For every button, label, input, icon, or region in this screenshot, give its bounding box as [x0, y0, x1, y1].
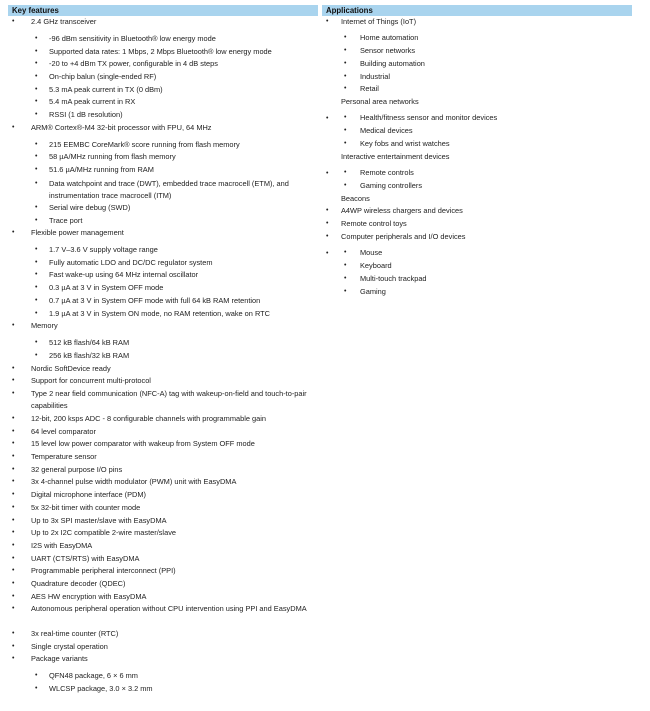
- bullet-icon: •: [12, 18, 15, 25]
- feature-item: 3x 4-channel pulse width modulator (PWM) unit with EasyDMA: [31, 477, 237, 486]
- feature-item: 3x real-time counter (RTC): [31, 629, 119, 638]
- feature-item: Up to 3x SPI master/slave with EasyDMA: [31, 516, 167, 525]
- bullet-icon: •: [35, 259, 38, 266]
- feature-item: 2.4 GHz transceiver: [31, 17, 97, 26]
- bullet-icon: •: [344, 288, 347, 295]
- bullet-icon: •: [344, 34, 347, 41]
- bullet-icon: •: [12, 643, 15, 650]
- feature-item: Memory: [31, 321, 58, 330]
- feature-item: Flexible power management: [31, 228, 124, 237]
- feature-item: 64 level comparator: [31, 427, 96, 436]
- bullet-icon: •: [12, 529, 15, 536]
- bullet-icon: •: [344, 114, 347, 121]
- application-item: A4WP wireless chargers and devices: [341, 206, 463, 215]
- application-item: Retail: [360, 84, 379, 93]
- feature-item: Digital microphone interface (PDM): [31, 490, 147, 499]
- feature-item: 5x 32-bit timer with counter mode: [31, 503, 141, 512]
- applications-header: Applications: [322, 5, 632, 16]
- feature-item: I2S with EasyDMA: [31, 541, 93, 550]
- bullet-icon: •: [35, 111, 38, 118]
- bullet-icon: •: [35, 352, 38, 359]
- application-item: Personal area networks: [341, 97, 419, 106]
- bullet-icon: •: [12, 229, 15, 236]
- bullet-icon: •: [12, 478, 15, 485]
- application-item: Mouse: [360, 248, 383, 257]
- bullet-icon: •: [344, 169, 347, 176]
- feature-item: 215 EEMBC CoreMark® score running from flash memory: [49, 140, 240, 149]
- bullet-icon: •: [344, 73, 347, 80]
- bullet-icon: •: [12, 466, 15, 473]
- application-item: Key fobs and wrist watches: [360, 139, 450, 148]
- application-item: Health/fitness sensor and monitor devices: [360, 113, 498, 122]
- feature-item: Trace port: [49, 216, 83, 225]
- bullet-icon: •: [326, 170, 329, 177]
- bullet-icon: •: [35, 153, 38, 160]
- feature-item: AES HW encryption with EasyDMA: [31, 592, 147, 601]
- feature-item: Data watchpoint and trace (DWT), embedded trace macrocell (ETM), and instrumentation trace macrocell (ITM): [49, 179, 289, 200]
- bullet-icon: •: [344, 182, 347, 189]
- feature-item: 15 level low power comparator with wakeup from System OFF mode: [31, 439, 255, 448]
- application-item: Gaming controllers: [360, 181, 423, 190]
- bullet-icon: •: [326, 115, 329, 122]
- bullet-icon: •: [326, 207, 329, 214]
- feature-item: -96 dBm sensitivity in Bluetooth® low energy mode: [49, 34, 216, 43]
- application-item: Internet of Things (IoT): [341, 17, 417, 26]
- bullet-icon: •: [35, 60, 38, 67]
- bullet-icon: •: [12, 542, 15, 549]
- feature-item: Supported data rates: 1 Mbps, 2 Mbps Bluetooth® low energy mode: [49, 47, 272, 56]
- bullet-icon: •: [344, 249, 347, 256]
- feature-item: -20 to +4 dBm TX power, configurable in 4 dB steps: [49, 59, 218, 68]
- application-item: Remote control toys: [341, 219, 407, 228]
- feature-item: 0.3 µA at 3 V in System OFF mode: [49, 283, 164, 292]
- bullet-icon: •: [35, 141, 38, 148]
- feature-item: Up to 2x I2C compatible 2-wire master/slave: [31, 528, 176, 537]
- feature-item: Fully automatic LDO and DC/DC regulator system: [49, 258, 213, 267]
- bullet-icon: •: [35, 284, 38, 291]
- bullet-icon: •: [344, 85, 347, 92]
- bullet-icon: •: [12, 440, 15, 447]
- bullet-icon: •: [35, 217, 38, 224]
- bullet-icon: •: [35, 246, 38, 253]
- bullet-icon: •: [12, 555, 15, 562]
- bullet-icon: •: [344, 140, 347, 147]
- bullet-icon: •: [12, 605, 15, 612]
- bullet-icon: •: [12, 630, 15, 637]
- application-item: Multi-touch trackpad: [360, 274, 427, 283]
- application-item: Building automation: [360, 59, 425, 68]
- bullet-icon: •: [35, 672, 38, 679]
- bullet-icon: •: [326, 250, 329, 257]
- feature-item: 1.7 V–3.6 V supply voltage range: [49, 245, 158, 254]
- bullet-icon: •: [12, 453, 15, 460]
- feature-item: 5.3 mA peak current in TX (0 dBm): [49, 85, 163, 94]
- application-item: Keyboard: [360, 261, 392, 270]
- feature-item: Fast wake-up using 64 MHz internal oscillator: [49, 270, 199, 279]
- feature-item: Temperature sensor: [31, 452, 97, 461]
- bullet-icon: •: [344, 60, 347, 67]
- application-item: Gaming: [360, 287, 386, 296]
- key-features-header: Key features: [8, 5, 318, 16]
- bullet-icon: •: [12, 124, 15, 131]
- application-item: Beacons: [341, 194, 370, 203]
- bullet-icon: •: [35, 35, 38, 42]
- application-item: Remote controls: [360, 168, 414, 177]
- feature-item: ARM® Cortex®-M4 32-bit processor with FPU, 64 MHz: [31, 123, 212, 132]
- bullet-icon: •: [35, 180, 38, 187]
- feature-item: Single crystal operation: [31, 642, 108, 651]
- bullet-icon: •: [35, 98, 38, 105]
- bullet-icon: •: [35, 297, 38, 304]
- bullet-icon: •: [35, 685, 38, 692]
- feature-item: 0.7 µA at 3 V in System OFF mode with full 64 kB RAM retention: [49, 296, 261, 305]
- application-item: Interactive entertainment devices: [341, 152, 450, 161]
- bullet-icon: •: [12, 322, 15, 329]
- application-item: Sensor networks: [360, 46, 416, 55]
- feature-item: 256 kB flash/32 kB RAM: [49, 351, 130, 360]
- bullet-icon: •: [344, 47, 347, 54]
- feature-item: QFN48 package, 6 × 6 mm: [49, 671, 138, 680]
- bullet-icon: •: [12, 567, 15, 574]
- feature-item: Support for concurrent multi-protocol: [31, 376, 151, 385]
- feature-item: 12-bit, 200 ksps ADC - 8 configurable channels with programmable gain: [31, 414, 266, 423]
- bullet-icon: •: [326, 18, 329, 25]
- feature-item: 51.6 µA/MHz running from RAM: [49, 165, 154, 174]
- bullet-icon: •: [12, 390, 15, 397]
- bullet-icon: •: [12, 377, 15, 384]
- bullet-icon: •: [344, 262, 347, 269]
- bullet-icon: •: [35, 339, 38, 346]
- feature-item: WLCSP package, 3.0 × 3.2 mm: [49, 684, 153, 693]
- bullet-icon: •: [35, 73, 38, 80]
- feature-item: Programmable peripheral interconnect (PPI): [31, 566, 176, 575]
- bullet-icon: •: [344, 275, 347, 282]
- bullet-icon: •: [12, 415, 15, 422]
- bullet-icon: •: [35, 166, 38, 173]
- application-item: Computer peripherals and I/O devices: [341, 232, 466, 241]
- bullet-icon: •: [344, 127, 347, 134]
- feature-item: On-chip balun (single-ended RF): [49, 72, 157, 81]
- feature-item: Autonomous peripheral operation without CPU intervention using PPI and EasyDMA: [31, 604, 307, 613]
- feature-item: Serial wire debug (SWD): [49, 203, 131, 212]
- bullet-icon: •: [35, 204, 38, 211]
- bullet-icon: •: [12, 593, 15, 600]
- feature-item: Package variants: [31, 654, 88, 663]
- feature-item: UART (CTS/RTS) with EasyDMA: [31, 554, 140, 563]
- bullet-icon: •: [12, 491, 15, 498]
- feature-item: Type 2 near field communication (NFC-A) tag with wakeup-on-field and touch-to-pair capabilities: [31, 389, 307, 410]
- bullet-icon: •: [35, 271, 38, 278]
- bullet-icon: •: [326, 233, 329, 240]
- bullet-icon: •: [12, 655, 15, 662]
- bullet-icon: •: [35, 310, 38, 317]
- feature-item: 58 µA/MHz running from flash memory: [49, 152, 176, 161]
- feature-item: Quadrature decoder (QDEC): [31, 579, 126, 588]
- feature-item: Nordic SoftDevice ready: [31, 364, 111, 373]
- bullet-icon: •: [35, 86, 38, 93]
- bullet-icon: •: [35, 48, 38, 55]
- bullet-icon: •: [326, 220, 329, 227]
- bullet-icon: •: [12, 365, 15, 372]
- bullet-icon: •: [12, 504, 15, 511]
- bullet-icon: •: [12, 517, 15, 524]
- bullet-icon: •: [12, 580, 15, 587]
- feature-item: 1.9 µA at 3 V in System ON mode, no RAM retention, wake on RTC: [49, 309, 271, 318]
- feature-item: 512 kB flash/64 kB RAM: [49, 338, 130, 347]
- application-item: Home automation: [360, 33, 419, 42]
- feature-item: RSSI (1 dB resolution): [49, 110, 123, 119]
- application-item: Medical devices: [360, 126, 413, 135]
- bullet-icon: •: [12, 428, 15, 435]
- feature-item: 32 general purpose I/O pins: [31, 465, 123, 474]
- application-item: Industrial: [360, 72, 390, 81]
- feature-item: 5.4 mA peak current in RX: [49, 97, 136, 106]
